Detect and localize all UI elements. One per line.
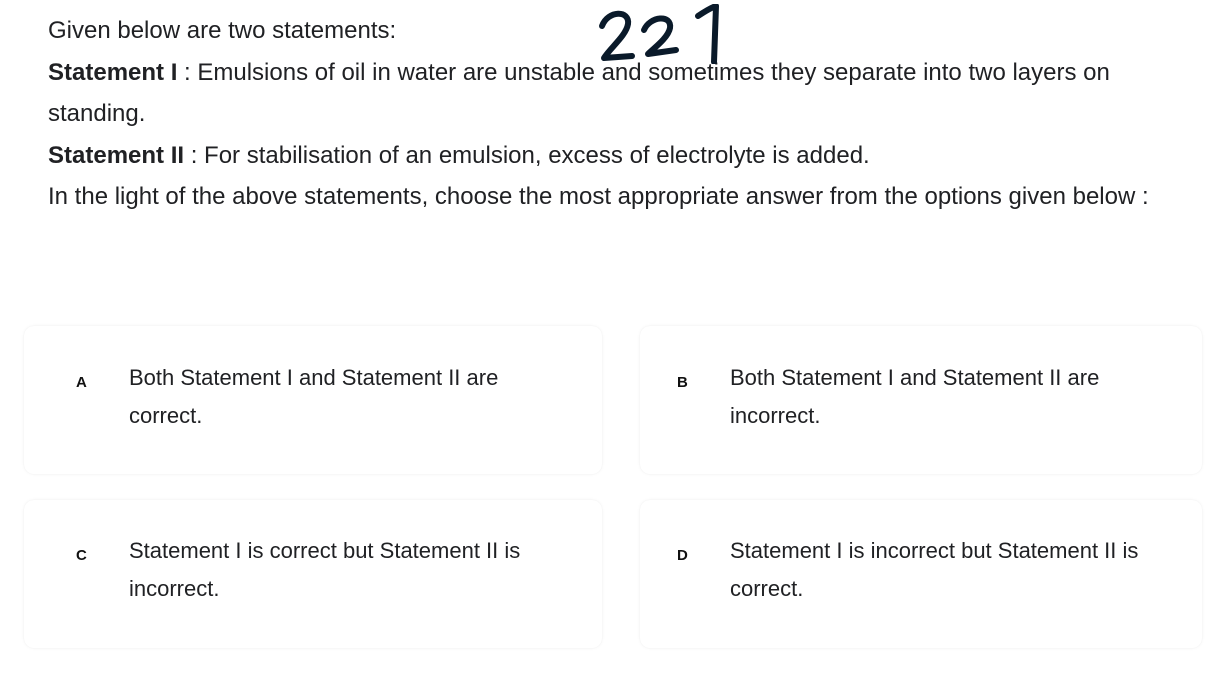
statement-1-label: Statement I — [48, 58, 178, 86]
statement-2-text: : For stabilisation of an emulsion, excess of electrolyte is added. — [184, 141, 870, 169]
option-letter: D — [677, 547, 688, 564]
option-letter: C — [76, 547, 87, 564]
statement-2-label: Statement II — [48, 141, 185, 169]
option-b[interactable] — [640, 326, 1202, 474]
handwritten-number-annotation — [598, 4, 728, 64]
option-text: Statement I is incorrect but Statement II is correct. — [730, 538, 1139, 601]
statement-1-text: : Emulsions of oil in water are unstable and sometimes they separate into two layers on standing. — [48, 58, 1110, 128]
statement-2 — [48, 135, 1168, 177]
option-c[interactable] — [24, 500, 602, 648]
option-a[interactable] — [24, 326, 602, 474]
option-text: Both Statement I and Statement II are correct. — [129, 365, 499, 428]
option-text: Statement I is correct but Statement II is incorrect. — [129, 538, 521, 601]
question-intro: Given below are two statements: — [48, 17, 397, 44]
option-letter: B — [677, 374, 688, 391]
option-d[interactable] — [640, 500, 1202, 648]
statement-1 — [48, 52, 1168, 135]
question-instruction: In the light of the above statements, choose the most appropriate answer from the options given below : — [48, 183, 1149, 211]
option-letter: A — [76, 374, 87, 391]
option-text: Both Statement I and Statement II are incorrect. — [730, 365, 1100, 428]
